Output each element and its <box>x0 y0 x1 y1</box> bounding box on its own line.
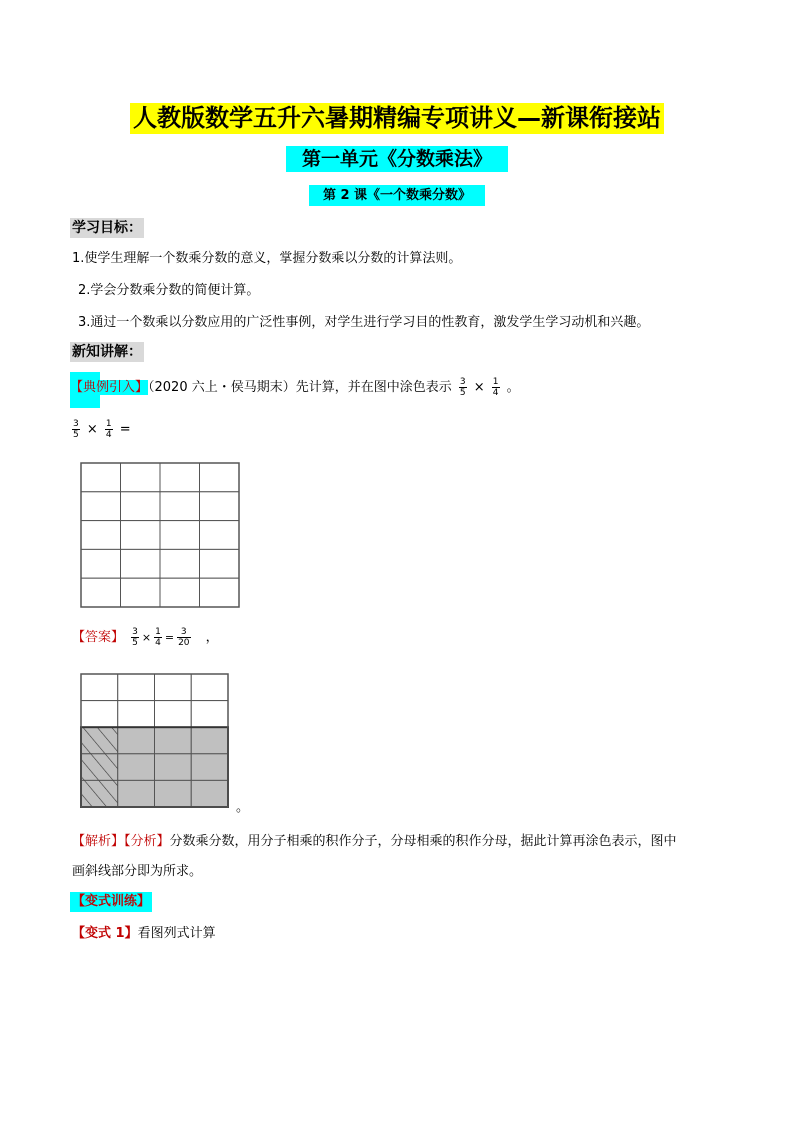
grid-cell <box>200 463 240 492</box>
grid-cell <box>118 674 155 701</box>
goal-item-1: 1.使学生理解一个数乘分数的意义，掌握分数乘以分数的计算法则。 <box>72 251 462 266</box>
grid-cell <box>81 492 121 521</box>
analysis-line-1 <box>72 831 677 853</box>
grid-cell <box>160 521 200 550</box>
shaded-cell <box>191 780 228 807</box>
grid-cell <box>121 521 161 550</box>
answer-result: $\frac{3}{20}$ <box>178 627 190 648</box>
grid-cell <box>81 674 118 701</box>
answer-equals: = <box>164 631 175 644</box>
new-knowledge-heading: 新知讲解： <box>72 344 142 360</box>
goal-item-3: 3.通过一个数乘以分数应用的广泛性事例，对学生进行学习目的性教育，激发学生学习动机和兴趣。 <box>78 315 650 330</box>
answer-tag: 【答案】 <box>72 630 125 645</box>
shaded-cell <box>191 754 228 781</box>
analysis-tag: 【解析】【分析】 <box>72 834 170 849</box>
example-text: （2020 六上・侯马期末）先计算，并在图中涂色表示 <box>148 380 452 395</box>
grid-cell <box>121 578 161 607</box>
analysis-text-1: 分数乘分数，用分子相乘的积作分子，分母相乘的积作分母，据此计算再涂色表示，图中 <box>169 834 677 849</box>
grid-cell <box>160 463 200 492</box>
hatched-cell <box>81 780 118 807</box>
grid-cell <box>81 578 121 607</box>
grid-cell <box>160 578 200 607</box>
answer-grid <box>80 673 230 809</box>
grid-cell <box>191 674 228 701</box>
shaded-cell <box>118 727 155 754</box>
answer-times: × <box>141 631 152 644</box>
example-line <box>70 376 520 400</box>
shaded-cell <box>191 727 228 754</box>
practice-tag: 【变式训练】 <box>70 892 152 912</box>
grid-cell <box>200 578 240 607</box>
unit-title: 第一单元《分数乘法》 <box>286 146 508 172</box>
analysis-text-2: 画斜线部分即为所求。 <box>72 864 203 879</box>
shaded-cell <box>118 754 155 781</box>
example-times: × <box>473 380 485 395</box>
expr-fraction-1: $\frac{3}{5}$ <box>73 419 79 440</box>
example-fraction-1: $\frac{3}{5}$ <box>459 377 466 398</box>
grid-cell <box>155 674 192 701</box>
grid-cell <box>121 549 161 578</box>
answer-fraction-1: $\frac{3}{5}$ <box>132 627 138 648</box>
expression-line <box>72 418 131 442</box>
shaded-cell <box>155 727 192 754</box>
grid-cell <box>81 521 121 550</box>
grid-cell <box>81 701 118 728</box>
practice-item <box>72 923 216 945</box>
expr-times: × <box>86 422 98 437</box>
expr-fraction-2: $\frac{1}{4}$ <box>105 419 112 440</box>
goals-heading: 学习目标： <box>72 220 142 236</box>
document-title: 人教版数学五升六暑期精编专项讲义—新课衔接站 <box>130 103 664 134</box>
lesson-title: 第 2 课《一个数乘分数》 <box>309 185 485 206</box>
hatched-cell <box>81 727 118 754</box>
hatched-cell <box>81 754 118 781</box>
answer-fraction-2: $\frac{1}{4}$ <box>155 627 161 648</box>
grid-cell <box>200 549 240 578</box>
grid-cell <box>81 463 121 492</box>
answer-line <box>72 626 219 650</box>
grid-cell <box>118 701 155 728</box>
blank-grid <box>80 462 240 608</box>
example-fraction-2: $\frac{1}{4}$ <box>492 377 499 398</box>
grid-cell <box>121 492 161 521</box>
grid-cell <box>81 549 121 578</box>
shaded-cell <box>155 754 192 781</box>
expr-equals: = <box>119 422 131 437</box>
grid-cell <box>155 701 192 728</box>
grid-cell <box>200 492 240 521</box>
answer-comma: ， <box>205 630 219 645</box>
shaded-cell <box>118 780 155 807</box>
grid-cell <box>191 701 228 728</box>
grid-cell <box>121 463 161 492</box>
grid-cell <box>200 521 240 550</box>
grid-cell <box>160 492 200 521</box>
example-tag: 【典例引入】 <box>70 380 149 395</box>
practice-item-text: 看图列式计算 <box>137 926 216 941</box>
goal-item-2: 2.学会分数乘分数的简便计算。 <box>78 283 260 298</box>
example-end: 。 <box>506 380 520 395</box>
answer-end: 。 <box>236 800 250 815</box>
shaded-cell <box>155 780 192 807</box>
grid-cell <box>160 549 200 578</box>
practice-item-tag: 【变式 1】 <box>72 926 138 941</box>
